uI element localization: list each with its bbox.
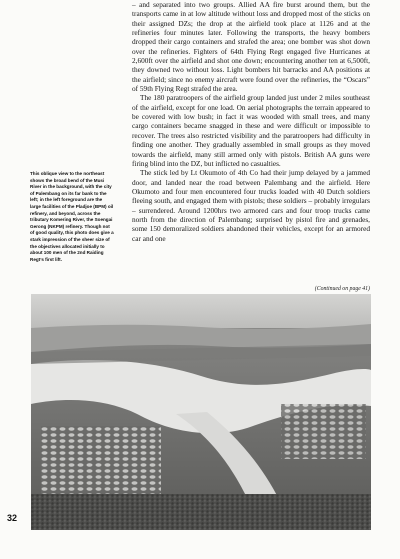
photo-caption: This oblique view to the northeast shows the broad bend of the Musi River in the background, with the city of Palembang on its far bank to the left; in the left foreground are the large facilities of the Pladjoe (BPM) oil refinery, and beyond, across the tributary Komering River, the Soengai Gerong (NKPM) refinery. Though not of good quality, this photo does give a stark impression of the sheer size of the objectives allocated initially to about 100 men of the 2nd Raiding Regt’s first lift. <box>30 171 114 262</box>
paragraph-1: – and separated into two groups. Allied AA fire burst around them, but the transports came in at low altitude without loss and dropped most of the sticks on their assigned DZs; the drop at the airfield took place at 1126 and at the refineries four minutes later. Following the transports, the heavy bombers dropped their cargo containers and strafed the area; one bomber was shot down over the refineries. Fighters of 64th Flying Regt engaged five Hurricanes at 2,600ft over the airfield and shot one down; encountering another ten at 6,500ft, they downed two without loss. Light bombers hit barracks and AA positions at the airfield; since no enemy aircraft were found over the refineries, the “Oscars” of 59th Flying Regt strafed the area. <box>132 0 370 94</box>
page-number: 32 <box>7 513 18 523</box>
photo-drawing <box>31 294 371 530</box>
paragraph-3: The stick led by Lt Okumoto of 4th Co had their jump delayed by a jammed door, and landed near the road between Palembang and the airfield. Here Okumoto and four men encountered four trucks loaded with 40 Dutch soldiers fleeing south, and engaged them with pistols; these soldiers – probably irregulars – surrendered. Around 1200hrs two armored cars and four troop trucks came north from the direction of Palembang; surprised by pistol fire and grenades, some 150 demoralized soldiers abandoned their vehicles, except for an armored car and one <box>132 168 370 243</box>
aerial-refinery-photo <box>31 294 371 530</box>
pladjoe-refinery <box>41 426 161 496</box>
foreground-woods <box>31 494 371 530</box>
paragraph-2: The 180 paratroopers of the airfield group landed just under 2 miles southeast of the airfield, except for one load. On aerial photographs the terrain appeared to be covered with low bush; in fact it was wooded with small trees, and many cargo containers became snagged in these and were difficult or impossible to recover. The trees also restricted visibility and the paratroopers had difficulty in finding one another. They gradually assembled in small groups as they moved towards the airfield, many still armed only with pistols. British AA guns were firing blind into the DZ, but inflicted no casualties. <box>132 93 370 168</box>
soengai-gerong-refinery <box>281 404 366 459</box>
continued-note: (Continued on page 41) <box>314 286 370 292</box>
body-text <box>132 0 370 243</box>
sky <box>31 294 371 328</box>
